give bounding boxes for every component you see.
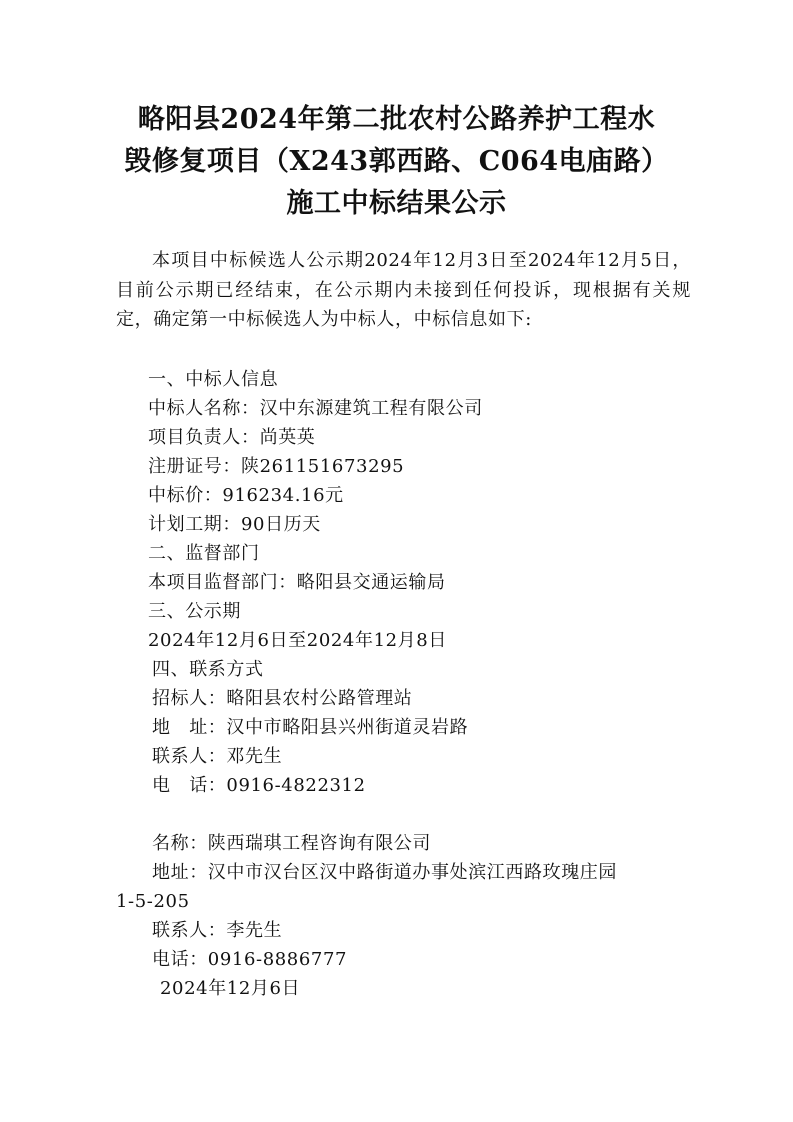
agency-name: 名称：陕西瑞琪工程咨询有限公司 <box>152 833 431 854</box>
project-manager: 项目负责人：尚英英 <box>148 427 316 448</box>
tenderer-phone: 电 话：0916-4822312 <box>152 775 366 796</box>
agency-contact: 联系人：李先生 <box>152 920 283 941</box>
agency-address: 地址：汉中市汉台区汉中路街道办事处滨江西路玫瑰庄园 <box>152 862 617 883</box>
agency-phone: 电话：0916-8886777 <box>152 949 348 970</box>
document-title-line-2: 毁修复项目（X243郭西路、C064电庙路） <box>124 146 669 177</box>
section-supervision-heading: 二、监督部门 <box>148 543 260 564</box>
document-title-line-1: 略阳县2024年第二批农村公路养护工程水 <box>137 104 656 135</box>
document-title-line-3: 施工中标结果公示 <box>286 188 507 219</box>
agency-address-continued: 1-5-205 <box>116 891 190 912</box>
registration-number: 注册证号：陕261151673295 <box>148 456 405 477</box>
section-contact-heading: 四、联系方式 <box>152 659 264 680</box>
section-publicity-heading: 三、公示期 <box>148 601 241 622</box>
supervising-authority: 本项目监督部门：略阳县交通运输局 <box>148 572 446 593</box>
tenderer-address: 地 址：汉中市略阳县兴州街道灵岩路 <box>152 717 469 738</box>
tenderer-contact: 联系人：邓先生 <box>152 746 283 767</box>
intro-paragraph: 本项目中标候选人公示期2024年12月3日至2024年12月5日，目前公示期已经结束，在公示期内未接到任何投诉，现根据有关规定，确定第一中标候选人为中标人，中标信息如下: <box>116 250 691 330</box>
winning-price: 中标价：916234.16元 <box>148 485 344 506</box>
tenderer-name: 招标人：略阳县农村公路管理站 <box>152 688 413 709</box>
publicity-period: 2024年12月6日至2024年12月8日 <box>148 630 447 651</box>
winner-name: 中标人名称：汉中东源建筑工程有限公司 <box>148 398 483 419</box>
planned-duration: 计划工期：90日历天 <box>148 514 321 535</box>
section-winner-heading: 一、中标人信息 <box>148 369 279 390</box>
document-date: 2024年12月6日 <box>160 978 301 999</box>
